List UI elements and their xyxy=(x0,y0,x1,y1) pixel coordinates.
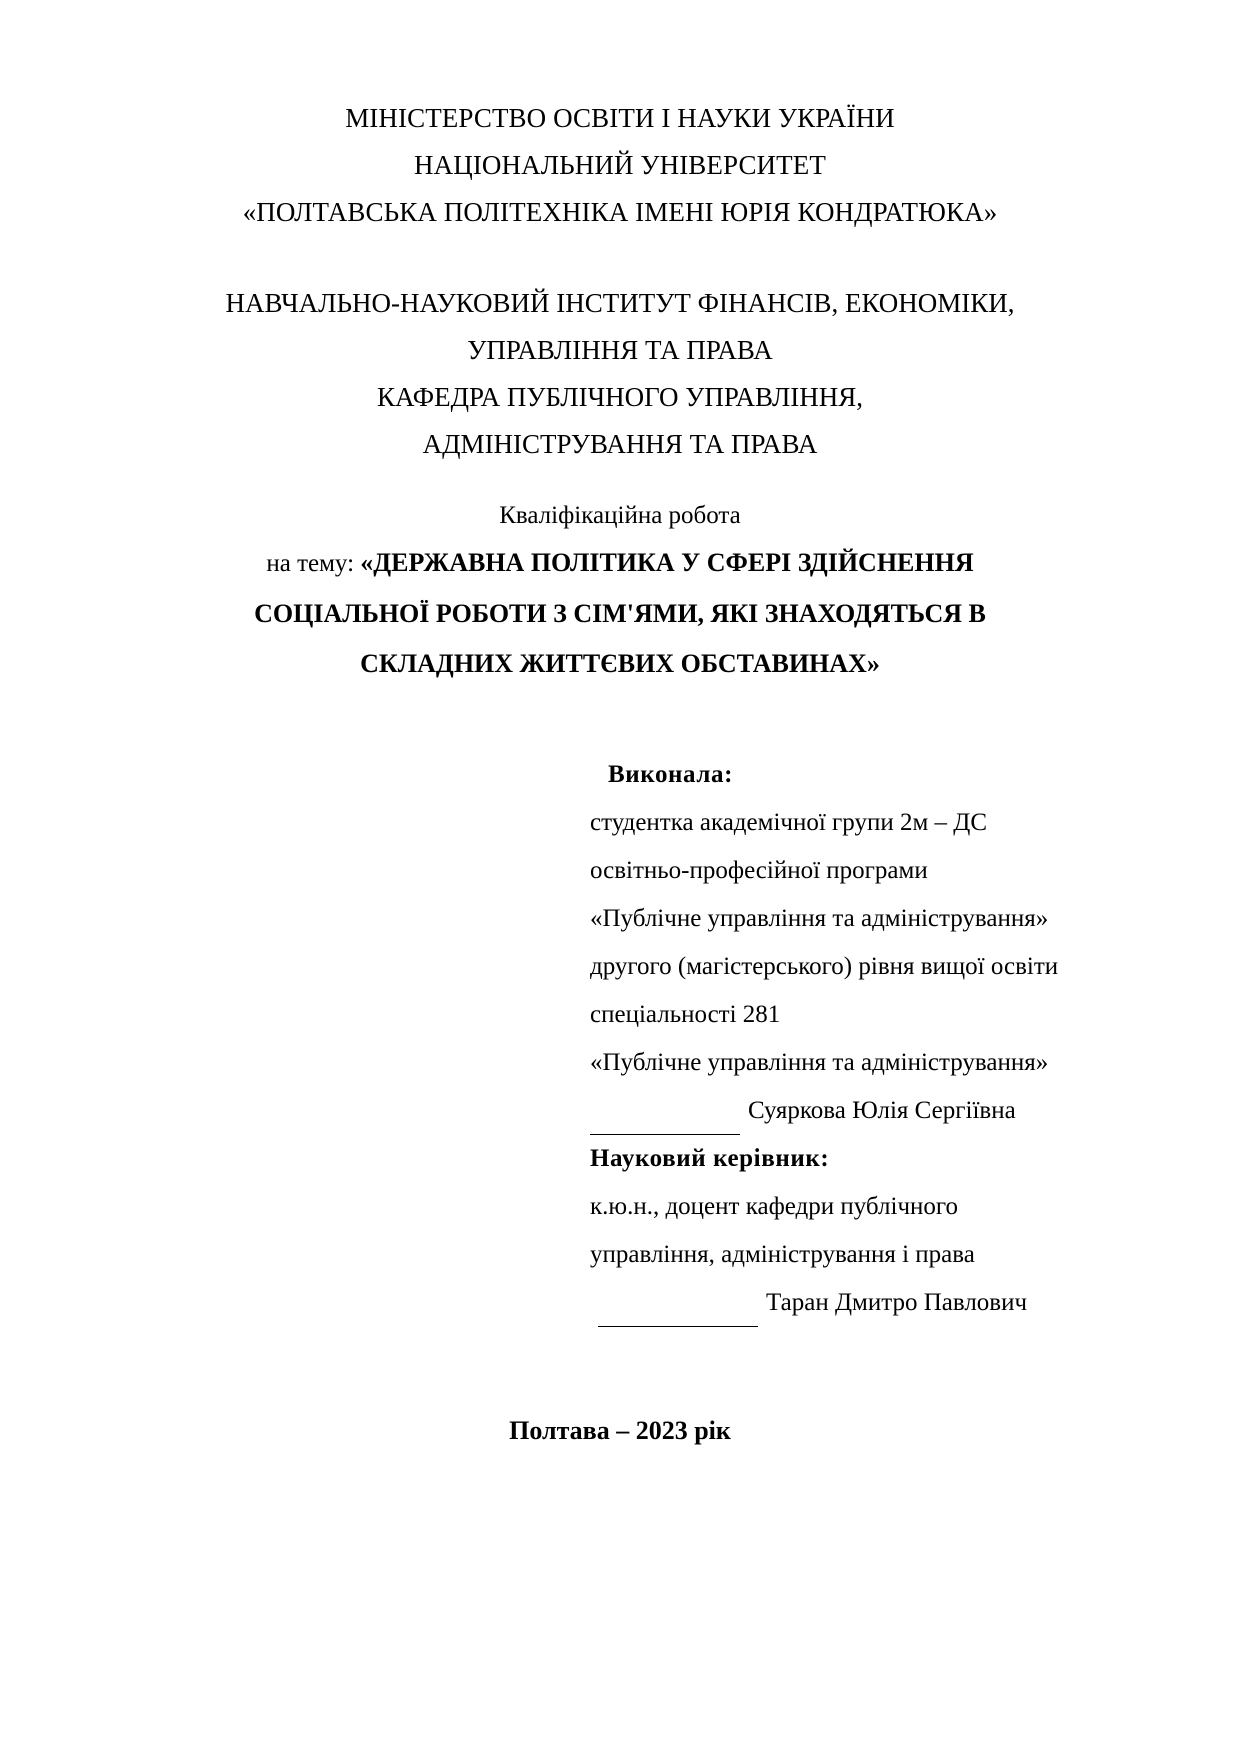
author-line-5: спеціальності 281 xyxy=(590,1001,781,1028)
supervisor-line-2: управління, адміністрування і права xyxy=(590,1241,975,1268)
topic-line-1: «ДЕРЖАВНА ПОЛІТИКА У СФЕРІ ЗДІЙСНЕННЯ xyxy=(360,548,974,577)
footer-city-year: Полтава – 2023 рік xyxy=(509,1416,731,1445)
topic-line-3: СКЛАДНИХ ЖИТТЄВИХ ОБСТАВИНАХ» xyxy=(360,649,880,678)
credits-block xyxy=(590,751,1120,1327)
university-line-1: НАЦІОНАЛЬНИЙ УНІВЕРСИТЕТ xyxy=(414,150,826,180)
institution-header xyxy=(120,95,1120,236)
supervisor-line-1: к.ю.н., доцент кафедри публічного xyxy=(590,1193,959,1220)
institute-block xyxy=(120,280,1120,468)
author-line-2: освітньо-професійної програми xyxy=(590,857,928,884)
supervisor-label: Науковий керівник: xyxy=(590,1145,830,1172)
supervisor-name: Таран Дмитро Павлович xyxy=(766,1289,1028,1316)
department-line-2: АДМІНІСТРУВАННЯ ТА ПРАВА xyxy=(422,429,818,459)
ministry-line: МІНІСТЕРСТВО ОСВІТИ І НАУКИ УКРАЇНИ xyxy=(345,103,895,133)
topic-block xyxy=(120,538,1120,689)
author-label: Виконала: xyxy=(608,761,734,788)
author-line-3: «Публічне управління та адміністрування» xyxy=(590,905,1049,932)
institute-line-2: УПРАВЛІННЯ ТА ПРАВА xyxy=(467,335,773,365)
supervisor-signature-row xyxy=(590,1279,1120,1327)
spacer-after-institute xyxy=(120,468,1120,494)
author-name: Суяркова Юлія Сергіївна xyxy=(748,1097,1016,1124)
author-signature-row xyxy=(590,1087,1120,1135)
department-line-1: КАФЕДРА ПУБЛІЧНОГО УПРАВЛІННЯ, xyxy=(376,382,864,412)
topic-intro: на тему: xyxy=(266,550,361,577)
author-signature-line xyxy=(590,1112,740,1135)
supervisor-signature-line xyxy=(598,1304,758,1327)
topic-line-2: СОЦІАЛЬНОЇ РОБОТИ З СІМ'ЯМИ, ЯКІ ЗНАХОДЯТЬСЯ В xyxy=(254,599,986,628)
spacer-after-header xyxy=(120,236,1120,280)
author-line-6: «Публічне управління та адміністрування» xyxy=(590,1049,1049,1076)
work-type: Кваліфікаційна робота xyxy=(499,502,741,529)
author-line-1: студентка академічної групи 2м – ДС xyxy=(590,809,988,836)
institute-line-1: НАВЧАЛЬНО-НАУКОВИЙ ІНСТИТУТ ФІНАНСІВ, ЕКОНОМІКИ, xyxy=(225,288,1015,318)
author-line-4: другого (магістерського) рівня вищої освіти xyxy=(590,953,1059,980)
work-title-block xyxy=(120,494,1120,689)
university-line-2: «ПОЛТАВСЬКА ПОЛІТЕХНІКА ІМЕНІ ЮРІЯ КОНДРАТЮКА» xyxy=(242,197,998,227)
